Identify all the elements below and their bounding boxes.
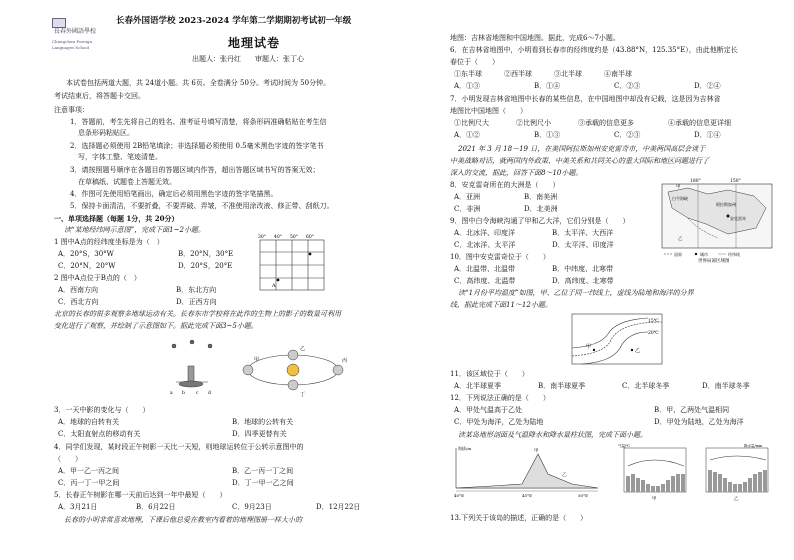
map-label: 180° (690, 179, 701, 184)
question-6-cont: 春位于（ ） (450, 58, 499, 66)
exam-header-line: 长春外国语学校 2023-2024 学年第二学期期初考试初一年级 (116, 16, 352, 26)
logo-english: Changchun Foreign Languages School (52, 39, 93, 50)
right-column (412, 0, 794, 560)
passage: 2021 年 3 月 18－19 日，在美国阿拉斯加州安克雷奇市，中美两国高层会谈于 (458, 145, 706, 153)
profile-label: 50°E (578, 493, 589, 498)
option[interactable]: D．甲处为陆地，乙处为海洋 (654, 418, 744, 426)
profile-label: 40°E (454, 493, 465, 498)
option[interactable]: C．北冰洋、太平洋 (454, 241, 516, 249)
terrain-profile (452, 444, 602, 498)
option[interactable]: A．地球的自转有关 (58, 418, 120, 426)
isotherm-diagram (572, 314, 664, 366)
option[interactable]: A．甲处气温高于乙处 (454, 406, 523, 414)
intro-line: 考试结束后，将答题卡交回。 (54, 92, 145, 100)
map-legend: 经纬线 (728, 252, 740, 257)
option[interactable]: B．太平洋、大西洋 (552, 229, 614, 237)
option[interactable]: D．20°S，20°E (178, 262, 233, 270)
question-12: 12．下列说法正确的是（ ） (450, 394, 550, 402)
passage: 读“1月份平均温度”如图，甲、乙位于同一纬线上，虚线为陆地和海洋的分界 (458, 289, 694, 297)
option[interactable]: D．②④ (694, 82, 721, 90)
note-item: 息条形码粘贴区。 (78, 129, 134, 137)
passage: 变化进行了观察，并绘制了示意图如下。据此完成下面3~5小题。 (54, 322, 258, 330)
option[interactable]: ①东半球 (454, 70, 482, 78)
question-7: 7．小明发现吉林省地图中长春的某些信息，在中国地图中却没有记载，这是因为吉林省 (450, 95, 721, 103)
question-3: 3．一天中影的变化与（ ） (54, 406, 150, 414)
question-intro: 读“某地经纬网示意图”，完成下面1~2小题。 (64, 226, 205, 234)
diagram-label: d (208, 391, 211, 396)
diagram-label: 丙 (342, 358, 348, 364)
question-11: 11．该区域位于（ ） (450, 370, 529, 378)
climate-chart-yi (700, 444, 776, 502)
shadow-orbit-diagram (168, 336, 348, 398)
question-4-blank: （ ） (54, 455, 82, 463)
passage: 线，据此完成下面11～12小题。 (450, 301, 552, 309)
option[interactable]: D．丁一甲一乙之间 (232, 479, 294, 487)
intro-line: 本试卷包括两道大题，共 24道小题。共 6页。全卷满分 50分。考试时间为 50分钟。 (66, 79, 331, 87)
question-1: 1 图中A点的经纬度坐标是为（ ） (54, 238, 164, 246)
map-legend: 城市 (700, 252, 708, 257)
grid-label: 60° (306, 235, 314, 240)
option[interactable]: A．北温带、北温带 (454, 265, 516, 273)
iso-label: 乙 (635, 348, 641, 354)
option[interactable]: C．丙一丁一甲之间 (58, 479, 120, 487)
question-6: 6．在吉林省地图中，小明看到长春市的经纬度约是（43.88°N，125.35°E），由此他断定长 (450, 46, 738, 54)
option[interactable]: A．甲一乙一丙之间 (58, 467, 120, 475)
option[interactable]: ③北半球 (554, 70, 582, 78)
question-5: 5．长春正午树影在哪一天前后达到一年中最短（ ） (54, 491, 227, 499)
option[interactable]: D．太平洋、印度洋 (552, 241, 614, 249)
page-title: 地理试卷 (228, 36, 281, 50)
note-item: 2．选择题必须使用 2B铅笔填涂；非选择题必须使用 0.5毫米黑色字迹的签字笔书 (70, 142, 324, 150)
option[interactable]: D．四季更替有关 (232, 430, 287, 438)
option[interactable]: B．东北方向 (176, 286, 217, 294)
option[interactable]: B．①③ (534, 131, 561, 139)
option[interactable]: B．甲、乙两处气温相同 (654, 406, 730, 414)
option[interactable]: B．南美洲 (524, 193, 558, 201)
option[interactable]: B．中纬度、北寒带 (552, 265, 614, 273)
map-label: 阿拉斯加州 (716, 202, 736, 207)
alaska-map (658, 178, 774, 262)
option[interactable]: ③承载的信息更多 (578, 119, 634, 127)
question-9: 9．图中白令海峡沟通了甲和乙大洋，它们分别是（ ） (450, 217, 630, 225)
option[interactable]: ②西半球 (504, 70, 532, 78)
option[interactable]: D．12月22日 (316, 503, 361, 511)
option[interactable]: C．北半球冬季 (622, 382, 670, 390)
option[interactable]: A．西南方向 (58, 286, 99, 294)
option[interactable]: D．南半球冬季 (702, 382, 750, 390)
option[interactable]: A．①③ (454, 82, 481, 90)
note-item: 5．保持卡面清洁，不要折叠，不要弄破、弄皱，不准使用涂改液、修正带、刮纸刀。 (70, 202, 334, 210)
option[interactable]: A．北冰洋、印度洋 (454, 229, 516, 237)
map-label: 安克雷奇 (730, 216, 746, 221)
map-caption: 世界局部区域图 (698, 259, 730, 264)
notes-heading: 注意事项： (54, 106, 89, 114)
option[interactable]: C．9月23日 (232, 503, 272, 511)
diagram-label: 乙 (300, 346, 306, 352)
option[interactable]: C．甲处为海洋，乙处为陆地 (454, 418, 544, 426)
authors-line: 出题人：张丹红 审题人：张丁心 (192, 55, 304, 63)
option[interactable]: D．正西方向 (176, 298, 217, 306)
map-label: 150° (730, 179, 741, 184)
passage: 北京的长春的很多观察多地球运动有关。长春东市学校将在此作的生物上的影子的数量可利用 (54, 310, 341, 318)
option[interactable]: C．②③ (614, 131, 641, 139)
climate-axis-label: 降水量/mm (744, 444, 763, 448)
question-2: 2 图中A点位于B点的（ ） (54, 274, 141, 282)
iso-label: 20℃ (648, 331, 659, 336)
diagram-label: 甲 (254, 357, 260, 363)
map-label: 白令海峡 (672, 196, 688, 201)
diagram-label: a (170, 391, 173, 396)
question-4: 4．同学们发现，某时段正午树影一天比一天短，则地球运转位于公转示意图中的 (54, 443, 304, 451)
map-label: 甲 (676, 185, 681, 190)
diagram-label: b (182, 391, 185, 396)
grid-label: 30° (258, 235, 266, 240)
map-legend: 国界 (674, 252, 682, 257)
lat-long-grid (258, 232, 328, 292)
option[interactable]: C．高纬度、北温带 (454, 277, 516, 285)
option[interactable]: C．西北方向 (58, 298, 99, 306)
iso-label: 15℃ (648, 319, 659, 324)
passage: 深入的交流，据此，回答下面8～10小题。 (450, 169, 583, 177)
grid-point-a: A (272, 283, 276, 289)
option[interactable]: B．①④ (534, 82, 561, 90)
option[interactable]: D．①④ (694, 131, 721, 139)
climate-label: 乙 (734, 497, 739, 502)
option[interactable]: B．6月22日 (136, 503, 176, 511)
profile-label: 45°E (522, 493, 533, 498)
question-10: 10．图中安克雷奇位于（ ） (450, 253, 550, 261)
question-7-cont: 地图比中国地图（ ） (450, 107, 527, 115)
option[interactable]: ④南半球 (604, 70, 632, 78)
diagram-label: c (196, 391, 199, 396)
option[interactable]: B．20°N，30°E (178, 250, 234, 258)
option[interactable]: B．地球的公转有关 (232, 418, 294, 426)
option[interactable]: B．南半球夏季 (538, 382, 586, 390)
option[interactable]: ①比例尺大 (454, 119, 489, 127)
passage: 读某岛地形剖面及气温降水和降水量柱状图，完成下面小题。 (458, 431, 647, 439)
passage: 地图：吉林省地图和中国地图。据此，完成6～7小题。 (450, 34, 620, 42)
question-8: 8．安克雷奇所在的大洲是（ ） (450, 181, 560, 189)
option[interactable]: A．北半球夏季 (454, 382, 502, 390)
profile-label: 海拔/m (458, 446, 472, 451)
profile-label: 甲 (534, 449, 539, 454)
option[interactable]: A．①② (454, 131, 481, 139)
section-heading: 一、单项选择题（每题 1分，共 20分） (54, 214, 179, 223)
iso-label: 甲 (586, 344, 592, 350)
option[interactable]: D．北美洲 (524, 205, 558, 213)
note-item: 4．作图可先使用铅笔画出，确定后必须用黑色字迹的签字笔描黑。 (70, 190, 278, 198)
option[interactable]: C．②③ (614, 82, 641, 90)
option[interactable]: ④承载的信息更详细 (668, 119, 731, 127)
logo-text: 長春外國語學校 (54, 28, 97, 36)
option[interactable]: A．亚洲 (454, 193, 481, 201)
note-item: 1．答题前，考生先将自己的姓名、准考证号填写清楚，将条形码准确粘贴在考生信 (70, 118, 327, 126)
question-13: 13.下列关于该岛的描述，正确的是（ ） (450, 514, 588, 522)
option[interactable]: C．非洲 (454, 205, 481, 213)
option[interactable]: C．20°N，20°W (58, 262, 116, 270)
option[interactable]: ②比例尺小 (516, 119, 551, 127)
school-seal-icon (52, 18, 66, 28)
climate-chart-jia (618, 444, 694, 502)
diagram-label: 丁 (300, 392, 306, 398)
grid-label: 50° (290, 235, 298, 240)
grid-label: 40° (274, 235, 282, 240)
passage: 中美战略对话，就两国内外政策、中美关系和共同关心的重大国际和地区问题进行了 (450, 157, 709, 165)
climate-label: 甲 (652, 497, 657, 502)
option[interactable]: B．乙一丙一丁之间 (232, 467, 294, 475)
note-item: 写，字体工整、笔迹清楚。 (78, 153, 162, 161)
climate-axis-label: 气温/℃ (618, 444, 631, 448)
passage: 长春的小明非常喜欢地理，下课后他总爱在教室内看着的地理图册一样大小的 (64, 516, 302, 524)
map-label: 乙 (678, 237, 683, 242)
option[interactable]: A．3月21日 (58, 503, 98, 511)
option[interactable]: D．高纬度、北寒带 (552, 277, 614, 285)
profile-label: 乙 (562, 473, 567, 478)
option[interactable]: A．20°S，30°W (58, 250, 114, 258)
note-item: 在草稿纸、试题卷上答题无效。 (78, 178, 176, 186)
option[interactable]: C．太阳直射点的移动有关 (58, 430, 141, 438)
school-logo (52, 18, 110, 62)
note-item: 3．请按照题号顺序在各题目的答题区域内作答，超出答题区域书写的答案无效； (70, 166, 320, 174)
